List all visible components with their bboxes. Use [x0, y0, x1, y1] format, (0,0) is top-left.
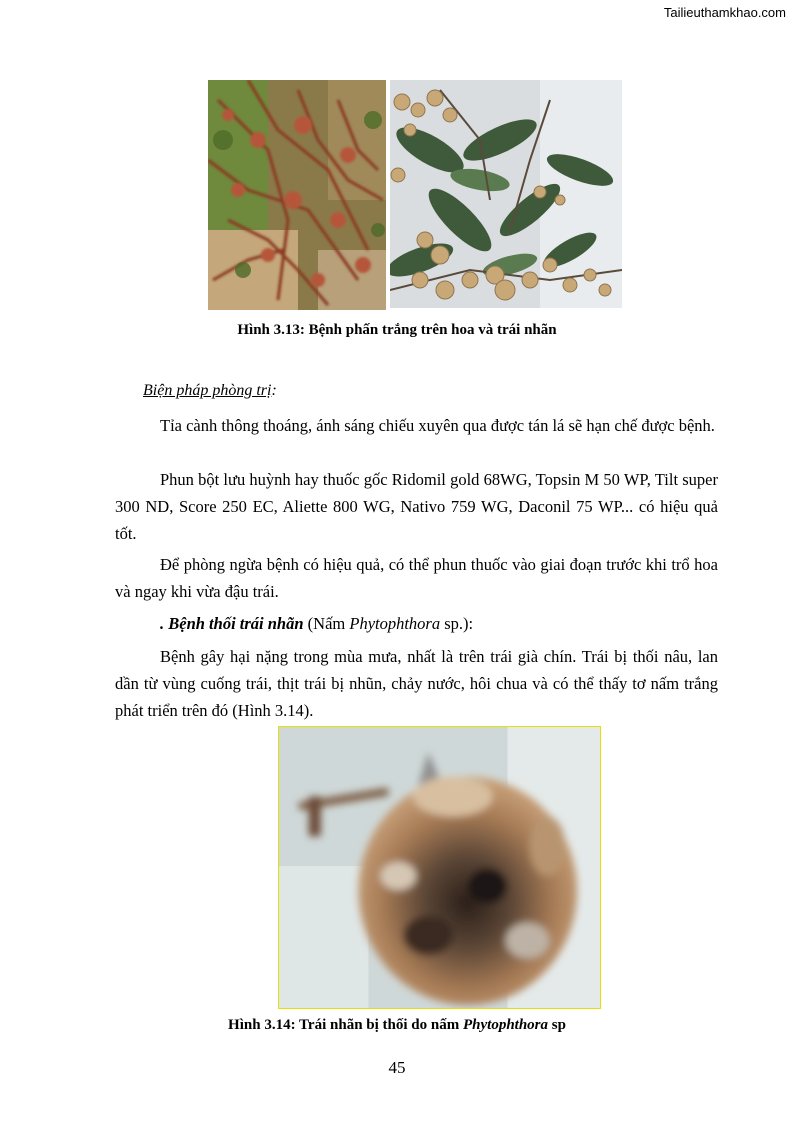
paragraph-spray: Phun bột lưu huỳnh hay thuốc gốc Ridomil gold 68WG, Topsin M 50 WP, Tilt super 300 ND, Score 250 EC, Aliette 800 WG, Nativo 759 WG, Daconil 75 WP... có hiệu quả tốt.: [115, 470, 718, 543]
paragraph-disease-title: [115, 610, 718, 637]
longan-flower-photo: [208, 80, 386, 310]
figure-3-14-caption: [0, 1017, 794, 1034]
section-heading-suffix: :: [271, 382, 277, 399]
section-heading-text: Biện pháp phòng trị: [143, 382, 272, 399]
paragraph-disease-description: Bệnh gây hại nặng trong mùa mưa, nhất là trên trái già chín. Trái bị thối nâu, lan dần từ vùng cuống trái, thịt trái bị nhũn, chảy nước, hôi chua và có thể thấy tơ nấm trắng phát triển trên đó (Hình 3.14).: [115, 647, 718, 720]
paragraph-prevention: Để phòng ngừa bệnh có hiệu quả, có thể phun thuốc vào giai đoạn trước khi trổ hoa và ngay khi vừa đậu trái.: [115, 555, 718, 601]
disease-title-open: (Nấm: [303, 614, 350, 633]
disease-title-close: sp.):: [440, 614, 474, 633]
figure-3-13: [208, 80, 622, 310]
figure-3-14-caption-genus: Phytophthora: [462, 1017, 549, 1033]
rotten-longan-photo: [278, 726, 601, 1009]
watermark: Tailieuthamkhao.com: [663, 5, 786, 20]
figure-3-14-caption-suffix: sp: [548, 1017, 566, 1033]
paragraph-pruning: Tỉa cành thông thoáng, ánh sáng chiếu xuyên qua được tán lá sẽ hạn chế được bệnh.: [160, 416, 715, 435]
figure-3-13-caption: Hình 3.13: Bệnh phấn trắng trên hoa và trái nhãn: [237, 322, 557, 338]
page-number: 45: [388, 1058, 406, 1077]
disease-title-genus: Phytophthora: [349, 614, 441, 633]
disease-title: . Bệnh thối trái nhãn: [160, 614, 304, 633]
section-heading: [143, 382, 277, 400]
longan-fruit-photo: [390, 80, 622, 308]
figure-3-14-caption-prefix: Hình 3.14: Trái nhãn bị thối do nấm: [228, 1017, 463, 1033]
